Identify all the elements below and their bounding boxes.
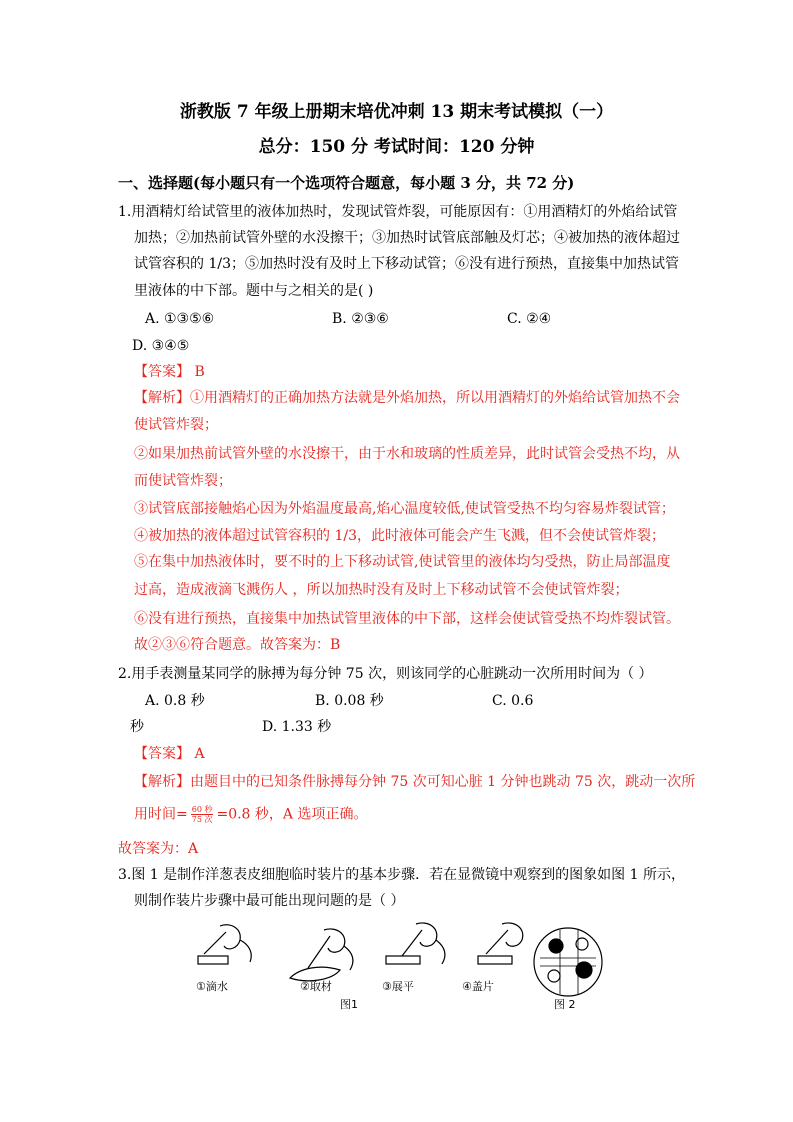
- q1-option-b: B. ②③⑥: [332, 311, 389, 327]
- q1-option-a: A. ①③⑤⑥: [145, 311, 215, 327]
- fraction-numerator: 60 秒: [191, 805, 213, 814]
- q1-answer: 【答案】 B: [134, 364, 205, 380]
- q1-analysis-line: ②如果加热前试管外壁的水没擦干，由于水和玻璃的性质差异，此时试管会受热不均，从: [134, 446, 680, 462]
- q1-analysis-line: 过高，造成液滴飞溅伤人 ，所以加热时没有及时上下移动试管不会使试管炸裂；: [134, 582, 629, 598]
- q2-analysis-prefix: 用时间=: [134, 806, 188, 823]
- q2-answer: 【答案】 A: [134, 746, 205, 762]
- q2-option-d: D. 1.33 秒: [262, 719, 332, 735]
- q1-stem-line: 里液体的中下部。题中与之相关的是( ): [134, 283, 374, 299]
- q1-analysis-line: 【解析】①用酒精灯的正确加热方法就是外焰加热，所以用酒精灯的外焰给试管加热不会: [134, 390, 680, 406]
- figure-2-caption: 图 2: [554, 998, 576, 1011]
- page-title: 浙教版 7 年级上册期末培优冲刺 13 期末考试模拟（一）: [179, 102, 614, 122]
- q1-analysis-line: ⑤在集中加热液体时，要不时的上下移动试管,使试管里的液体均匀受热，防止局部温度: [134, 554, 671, 570]
- q2-option-a: A. 0.8 秒: [145, 693, 205, 709]
- figure-label-step1: ①滴水: [196, 980, 228, 993]
- q2-option-c: C. 0.6: [492, 693, 534, 709]
- slide-1: [198, 956, 228, 964]
- q1-analysis-line: ④被加热的液体超过试管容积的 1/3，此时液体可能会产生飞溅，但不会使试管炸裂；: [134, 528, 665, 544]
- q3-stem-line: 则制作装片步骤中最可能出现问题的是（ ）: [134, 893, 405, 909]
- figure-1-caption: 图1: [340, 998, 358, 1011]
- q2-option-c-unit: 秒: [130, 719, 144, 735]
- q1-analysis-line: 而使试管炸裂；: [134, 473, 232, 489]
- q1-stem-line: 1.用酒精灯给试管里的液体加热时，发现试管炸裂，可能原因有：①用酒精灯的外焰给试管: [118, 204, 678, 220]
- figure-label-step3: ③展平: [382, 980, 414, 993]
- page-subtitle: 总分：150 分 考试时间：120 分钟: [258, 137, 535, 157]
- q1-analysis-line: ⑥没有进行预热，直接集中加热试管里液体的中下部，这样会使试管受热不均炸裂试管。: [134, 611, 680, 627]
- q2-analysis-line: [134, 805, 367, 824]
- q2-analysis-line: 【解析】由题目中的已知条件脉搏每分钟 75 次可知心脏 1 分钟也跳动 75 次，跳动一次所: [134, 774, 696, 790]
- slide-steps-illustration: [190, 918, 610, 1014]
- figure-label-step4: ④盖片: [462, 980, 494, 993]
- q1-option-d: D. ③④⑤: [132, 338, 190, 354]
- q3-stem-line: 3.图 1 是制作洋葱表皮细胞临时装片的基本步骤．若在显微镜中观察到的图象如图 1 所示，: [118, 867, 685, 883]
- q1-analysis-line: 故②③⑥符合题意。故答案为：B: [134, 637, 341, 653]
- q2-option-b: B. 0.08 秒: [315, 693, 384, 709]
- q2-stem: 2.用手表测量某同学的脉搏为每分钟 75 次，则该同学的心脏跳动一次所用时间为（ ）: [118, 666, 653, 682]
- q1-analysis-line: ③试管底部接触焰心因为外焰温度最高,焰心温度较低,使试管受热不均匀容易炸裂试管；: [134, 501, 675, 517]
- figure-label-step2: ②取材: [300, 980, 332, 993]
- slide-preparation-figure: [190, 918, 610, 1014]
- q2-final-answer: 故答案为：A: [118, 841, 199, 857]
- fraction-denominator: 75 次: [191, 815, 213, 824]
- fraction: [191, 805, 214, 824]
- q1-stem-line: 加热；②加热前试管外壁的水没擦干；③加热时试管底部触及灯芯；④被加热的液体超过: [134, 230, 680, 246]
- q1-analysis-line: 使试管炸裂；: [134, 417, 218, 433]
- q1-option-c: C. ②④: [507, 311, 552, 327]
- section-title: 一、选择题(每小题只有一个选项符合题意，每小题 3 分，共 72 分): [118, 174, 575, 192]
- q1-stem-line: 试管容积的 1/3；⑤加热时没有及时上下移动试管；⑥没有进行预热，直接集中加热试管: [134, 256, 679, 272]
- q2-analysis-suffix: =0.8 秒，A 选项正确。: [216, 806, 368, 823]
